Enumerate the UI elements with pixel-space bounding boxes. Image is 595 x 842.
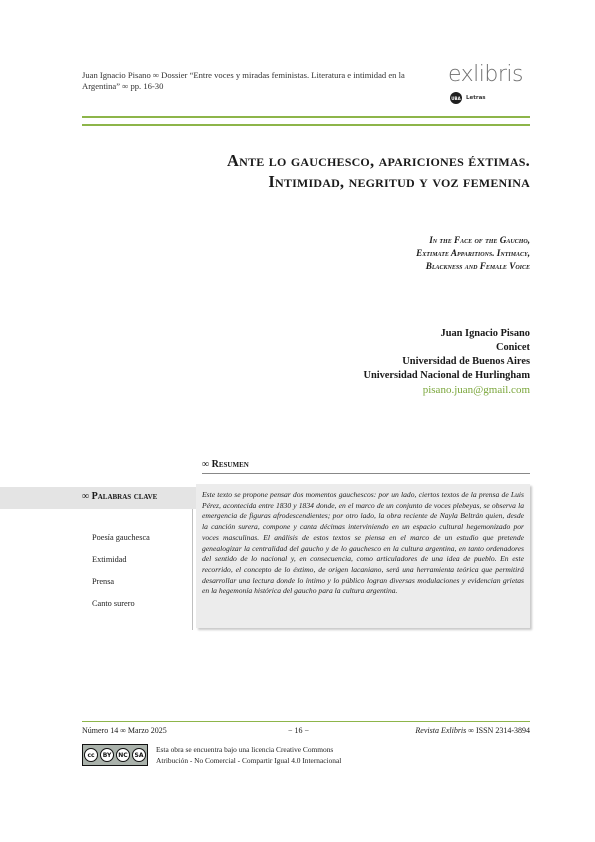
journal-logo [448,62,530,104]
journal-issn: ∞ ISSN 2314-3894 [466,726,530,735]
logo-letras-label: Letras [466,95,486,101]
cc-icon: cc [84,748,98,762]
english-title-line-2: Extimate Apparitions. Intimacy, [416,248,530,258]
author-block [230,327,530,397]
article-title [90,150,530,192]
affiliation: Conicet [495,342,530,353]
abstract-text: Este texto se propone pensar dos momentos gauchescos: por un lado, ciertos textos de la prensa de Luis Pérez, acontecida entre 1830 y 1834 donde, en el marco de un conjunto de voces plebeyas, se observa la emergencia de figuras afrodescendientes; por otro lado, la obra reciente de Nayla Beltrán quien, desde la canción surera, compone y canta décimas interviniendo en un espacio cultural hegemonizado por voces masculinas. El análisis de estos textos se piensa en el marco de un estudio que pretende genealogizar la centralidad del gaucho y de lo gauchesco en la cultura argentina, en tanto ordenadores del sentido de lo nacional y, en consecuencia, como articuladores de una idea de pueblo. En este recorrido, el concepto de lo éxtimo, de origen lacaniano, será una herramienta teórica que permitirá desarrollar una lectura donde lo íntimo y lo público logran diversas modulaciones y evidencian grietas en la hegemonía histórica del gaucho para la cultura argentina. [196,484,530,628]
logo-subbrand [450,92,530,104]
keyword-item: Poesía gauchesca [92,533,150,542]
keyword-item: Prensa [92,577,115,586]
abstract-heading-rule [202,473,530,474]
license-notice [156,745,341,766]
sharealike-icon: SA [132,748,146,762]
affiliation: Universidad Nacional de Hurlingham [363,370,530,381]
footer-issue: Número 14 ∞ Marzo 2025 [82,726,167,735]
keyword-item: Extimidad [92,555,127,564]
footer-journal [415,726,530,735]
running-header-citation: Juan Ignacio Pisano ∞ Dossier “Entre voces y miradas feministas. Literatura e intimidad en la Argentina” ∞ pp. 16-30 [82,70,405,91]
title-line-1: Ante lo gauchesco, apariciones éxtimas. [227,151,530,170]
keywords-divider [192,509,193,630]
author-email-link[interactable]: pisano.juan@gmail.com [422,384,530,396]
attribution-icon: BY [100,748,114,762]
affiliation: Universidad de Buenos Aires [402,356,530,367]
logo-wordmark: exlibris [448,62,523,87]
page-number: − 16 − [288,726,310,735]
keywords-list [92,527,150,615]
header-rule-top [82,116,530,118]
abstract-heading: ∞ Resumen [202,459,249,470]
uba-seal-icon: UBA [450,92,462,104]
header-rule-bottom [82,124,530,126]
keyword-item: Canto surero [92,599,135,608]
footer-rule [82,721,530,722]
title-line-2: Intimidad, negritud y voz femenina [268,172,530,191]
journal-name: Revista Exlibris [415,726,467,735]
english-title-line-3: Blackness and Female Voice [425,261,530,271]
english-title [230,234,530,273]
license-line-2: Atribución - No Comercial - Compartir Igual 4.0 Internacional [156,755,342,765]
keywords-heading: ∞ Palabras clave [0,487,196,509]
creative-commons-badge[interactable] [82,744,148,766]
noncommercial-icon: NC [116,748,130,762]
license-line-1: Esta obra se encuentra bajo una licencia Creative Commons [156,745,334,754]
english-title-line-1: In the Face of the Gaucho, [429,235,530,245]
author-name: Juan Ignacio Pisano [440,328,530,339]
